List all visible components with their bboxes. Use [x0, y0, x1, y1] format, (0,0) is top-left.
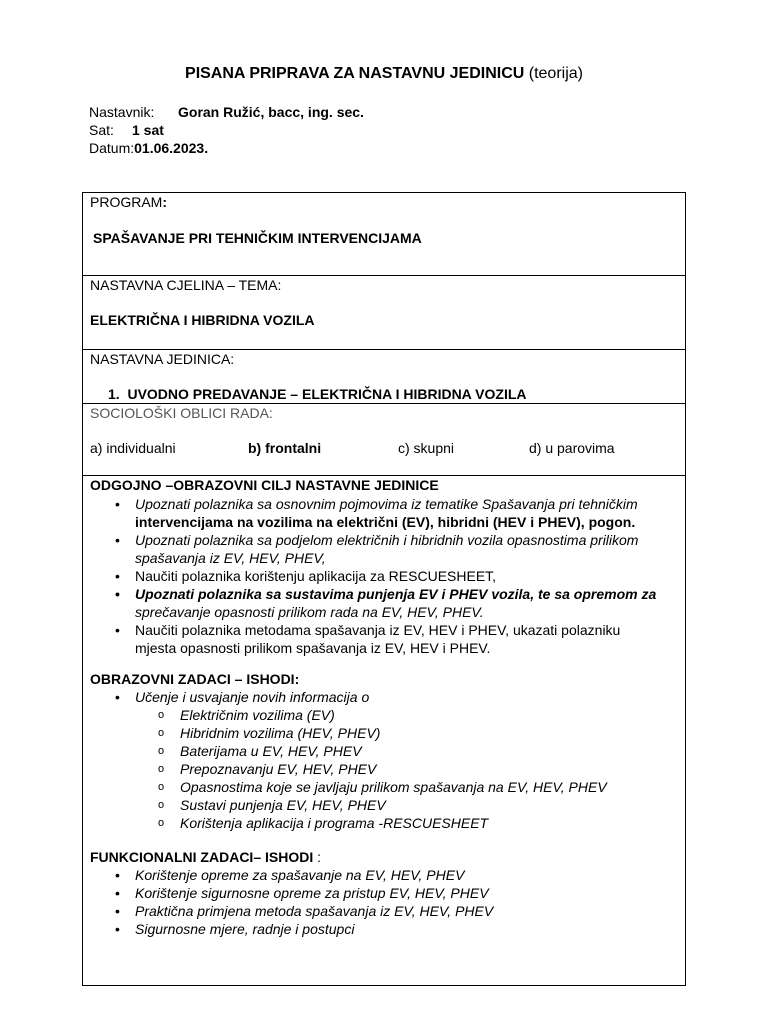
- funkcionalni-item: • Sigurnosne mjere, radnje i postupci: [107, 920, 675, 938]
- cilj-item: • Upoznati polaznika sa osnovnim pojmovima iz tematike Spašavanja pri tehničkim intervencijama na vozilima na električni (EV), hibridni (HEV i PHEV), pogon.: [107, 495, 675, 531]
- program-cell: [83, 193, 685, 276]
- sat-row: [89, 121, 164, 139]
- obrazovni-subitem: o Električnim vozilima (EV): [158, 706, 607, 724]
- cjelina-cell: [83, 276, 685, 350]
- program-colon: :: [162, 194, 168, 210]
- jedinica-value: UVODNO PREDAVANJE – ELEKTRIČNA I HIBRIDNA VOZILA: [127, 386, 527, 402]
- obrazovni-subitem: o Prepoznavanju EV, HEV, PHEV: [158, 760, 607, 778]
- sat-value: 1 sat: [132, 122, 164, 138]
- obrazovni-subitem: o Hibridnim vozilima (HEV, PHEV): [158, 724, 607, 742]
- title-suffix: (teorija): [528, 65, 583, 82]
- date-row: [89, 139, 208, 157]
- date-value: 01.06.2023.: [134, 140, 209, 156]
- funkcionalni-item: • Korištenje sigurnosne opreme za pristup EV, HEV, PHEV: [107, 884, 675, 902]
- lesson-table: [82, 192, 686, 986]
- funkcionalni-item: • Korištenje opreme za spašavanje na EV, HEV, PHEV: [107, 866, 675, 884]
- obrazovni-subitem: o Opasnostima koje se javljaju prilikom spašavanja na EV, HEV, PHEV: [158, 778, 607, 796]
- socioloski-option-a: a) individualni: [90, 440, 176, 456]
- cilj-list: [107, 495, 675, 657]
- funkcionalni-heading-line: [90, 848, 321, 866]
- socioloski-label: SOCIOLOŠKI OBLICI RADA:: [90, 405, 273, 421]
- obrazovni-subitem: o Sustavi punjenja EV, HEV, PHEV: [158, 796, 607, 814]
- jedinica-number: 1.: [108, 386, 120, 402]
- socioloski-option-b: b) frontalni: [248, 440, 322, 456]
- jedinica-cell: [83, 350, 685, 404]
- cilj-item: • Upoznati polaznika sa sustavima punjenja EV i PHEV vozila, te sa opremom za sprečavanje opasnosti prilikom rada na EV, HEV, PHEV.: [107, 585, 675, 621]
- goals-cell: [83, 476, 685, 986]
- socioloski-option-d: d) u parovima: [529, 440, 615, 456]
- sat-label: Sat:: [89, 122, 114, 138]
- program-label-line: [90, 193, 167, 211]
- teacher-row: [89, 103, 364, 121]
- cilj-item: • Naučiti polaznika korištenju aplikacija za RESCUESHEET,: [107, 567, 675, 585]
- program-label: PROGRAM: [90, 194, 163, 210]
- cilj-item: • Naučiti polaznika metodama spašavanja iz EV, HEV i PHEV, ukazati polazniku mjesta opasnosti prilikom spašavanja iz EV, HEV i PHEV.: [107, 621, 675, 657]
- teacher-value: Goran Ružić, bacc, ing. sec.: [178, 104, 364, 120]
- funkcionalni-item: • Praktična primjena metoda spašavanja iz EV, HEV, PHEV: [107, 902, 675, 920]
- socioloski-cell: [83, 404, 685, 476]
- socioloski-option-c: c) skupni: [398, 440, 455, 456]
- program-value: SPAŠAVANJE PRI TEHNIČKIM INTERVENCIJAMA: [93, 230, 422, 246]
- obrazovni-lead: • Učenje i usvajanje novih informacija o: [107, 688, 675, 706]
- obrazovni-subitem: o Baterijama u EV, HEV, PHEV: [158, 742, 607, 760]
- jedinica-value-line: [108, 385, 527, 403]
- date-label: Datum:: [89, 140, 135, 156]
- obrazovni-subitem: o Korištenja aplikacija i programa -RESCUESHEET: [158, 814, 607, 832]
- funkcionalni-heading: FUNKCIONALNI ZADACI– ISHODI: [90, 849, 314, 865]
- cjelina-value: ELEKTRIČNA I HIBRIDNA VOZILA: [90, 312, 315, 328]
- obrazovni-sublist: [158, 706, 607, 832]
- document-title: [0, 64, 768, 84]
- obrazovni-list: [107, 688, 675, 706]
- teacher-label: Nastavnik:: [89, 104, 155, 120]
- title-main: PISANA PRIPRAVA ZA NASTAVNU JEDINICU: [185, 65, 525, 82]
- jedinica-label: NASTAVNA JEDINICA:: [90, 351, 235, 367]
- funkcionalni-list: [107, 866, 675, 938]
- cilj-heading: ODGOJNO –OBRAZOVNI CILJ NASTAVNE JEDINICE: [90, 477, 439, 493]
- cjelina-label: NASTAVNA CJELINA – TEMA:: [90, 277, 282, 293]
- cilj-item: • Upoznati polaznika sa podjelom električnih i hibridnih vozila opasnostima prilikom spašavanja iz EV, HEV, PHEV,: [107, 531, 675, 567]
- funkcionalni-colon: :: [313, 849, 322, 865]
- obrazovni-heading: OBRAZOVNI ZADACI – ISHODI:: [90, 671, 300, 687]
